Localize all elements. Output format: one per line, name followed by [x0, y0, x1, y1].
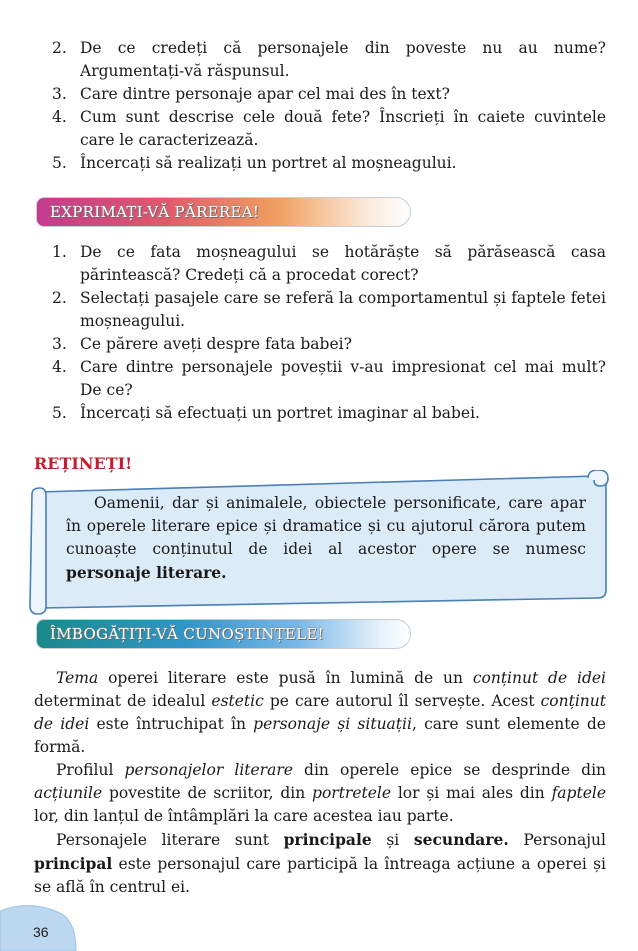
- text-run: operei literare este pusă în lumină de un: [98, 669, 473, 687]
- list-item: [52, 106, 606, 152]
- italic-term: faptele: [551, 784, 606, 802]
- list-text: Care dintre personajele poveștii v-au impresionat cel mai mult? De ce?: [80, 358, 606, 399]
- text-run: lor și mai ales din: [391, 784, 552, 802]
- list-number: 1.: [52, 243, 67, 261]
- text-run: Personajul: [508, 831, 606, 849]
- list-number: 2.: [52, 39, 67, 57]
- text-run: pe care autorul îl servește. Acest: [263, 692, 541, 710]
- definition-text: [66, 492, 586, 585]
- text-run: din operele epice se desprinde din: [292, 761, 607, 779]
- text-run: povestite de scriitor, din: [102, 784, 313, 802]
- list-number: 2.: [52, 289, 67, 307]
- list-number: 5.: [52, 154, 67, 172]
- list-text: Încercați să realizați un portret al moșneagului.: [80, 154, 457, 172]
- italic-term: conținut de idei: [34, 692, 606, 733]
- italic-term: estetic: [211, 692, 264, 710]
- text-run: lor, din lanțul de întâmplări la care acestea iau parte.: [34, 807, 454, 825]
- list-text: De ce credeți că personajele din poveste nu au nume? Argumentați-vă răspunsul.: [80, 39, 606, 80]
- text-run: este personajul care participă la întreaga acțiune a operei și se află în centrul ei.: [34, 855, 606, 896]
- list-text: Încercați să efectuați un portret imaginar al babei.: [80, 404, 480, 422]
- list-text: Care dintre personaje apar cel mai des în text?: [80, 85, 450, 103]
- text-run: Personajele literare sunt: [56, 831, 284, 849]
- list-item: [52, 287, 606, 333]
- banner-title: EXPRIMAȚI-VĂ PĂREREA!: [50, 203, 260, 221]
- italic-term: Tema: [56, 669, 99, 687]
- italic-term: portretele: [312, 784, 392, 802]
- list-text: Selectați pasajele care se referă la comportamentul și faptele fetei moșneagului.: [80, 289, 606, 330]
- list-item: [52, 356, 606, 402]
- list-text: Ce părere aveți despre fata babei?: [80, 335, 352, 353]
- list-item: [52, 333, 606, 356]
- body-text: [34, 667, 606, 899]
- list-item: [52, 241, 606, 287]
- questions-top-list: [52, 37, 606, 175]
- italic-term: personajelor literare: [124, 761, 293, 779]
- section-banner-opinion: [36, 197, 411, 227]
- bold-term: principale: [283, 830, 372, 849]
- list-item: [52, 152, 606, 175]
- list-number: 4.: [52, 358, 67, 376]
- text-run: este întruchipat în: [89, 715, 254, 733]
- bold-term: secundare.: [413, 830, 509, 849]
- paragraph: [34, 759, 606, 828]
- bold-term: principal: [34, 854, 113, 873]
- italic-term: acțiunile: [34, 784, 103, 802]
- text-run: și: [371, 831, 414, 849]
- text-run: , care sunt elemente de formă.: [34, 715, 606, 756]
- list-number: 3.: [52, 85, 67, 103]
- italic-term: personaje și situații: [253, 715, 412, 733]
- list-text: De ce fata moșneagului se hotărăște să părăsească casa părintească? Credeți că a procedat corect?: [80, 243, 606, 284]
- banner-title: ÎMBOGĂȚIȚI-VĂ CUNOȘTINȚELE!: [50, 625, 325, 643]
- list-item: [52, 37, 606, 83]
- list-number: 4.: [52, 108, 67, 126]
- text-run: determinat de idealul: [34, 692, 212, 710]
- definition-term: personaje literare.: [66, 563, 227, 582]
- questions-opinion-list: [52, 241, 606, 425]
- list-item: [52, 402, 606, 425]
- retineti-heading: REȚINEȚI!: [34, 454, 133, 473]
- paragraph: [34, 667, 606, 759]
- list-text: Cum sunt descrise cele două fete? Înscrieți în caiete cuvintele care le caracterizează.: [80, 108, 606, 149]
- paragraph: [34, 828, 606, 899]
- definition-body: Oamenii, dar și animalele, obiectele personificate, care apar în operele literare epice și dramatice și cu ajutorul cărora putem cunoaște conținutul de idei al acestor opere se numesc: [66, 494, 586, 558]
- page-number: 36: [33, 924, 49, 940]
- list-item: [52, 83, 606, 106]
- italic-term: conținut de idei: [472, 669, 606, 687]
- section-banner-knowledge: [36, 619, 411, 649]
- list-number: 3.: [52, 335, 67, 353]
- list-number: 5.: [52, 404, 67, 422]
- text-run: Profilul: [56, 761, 125, 779]
- definition-scroll-box: [28, 470, 612, 618]
